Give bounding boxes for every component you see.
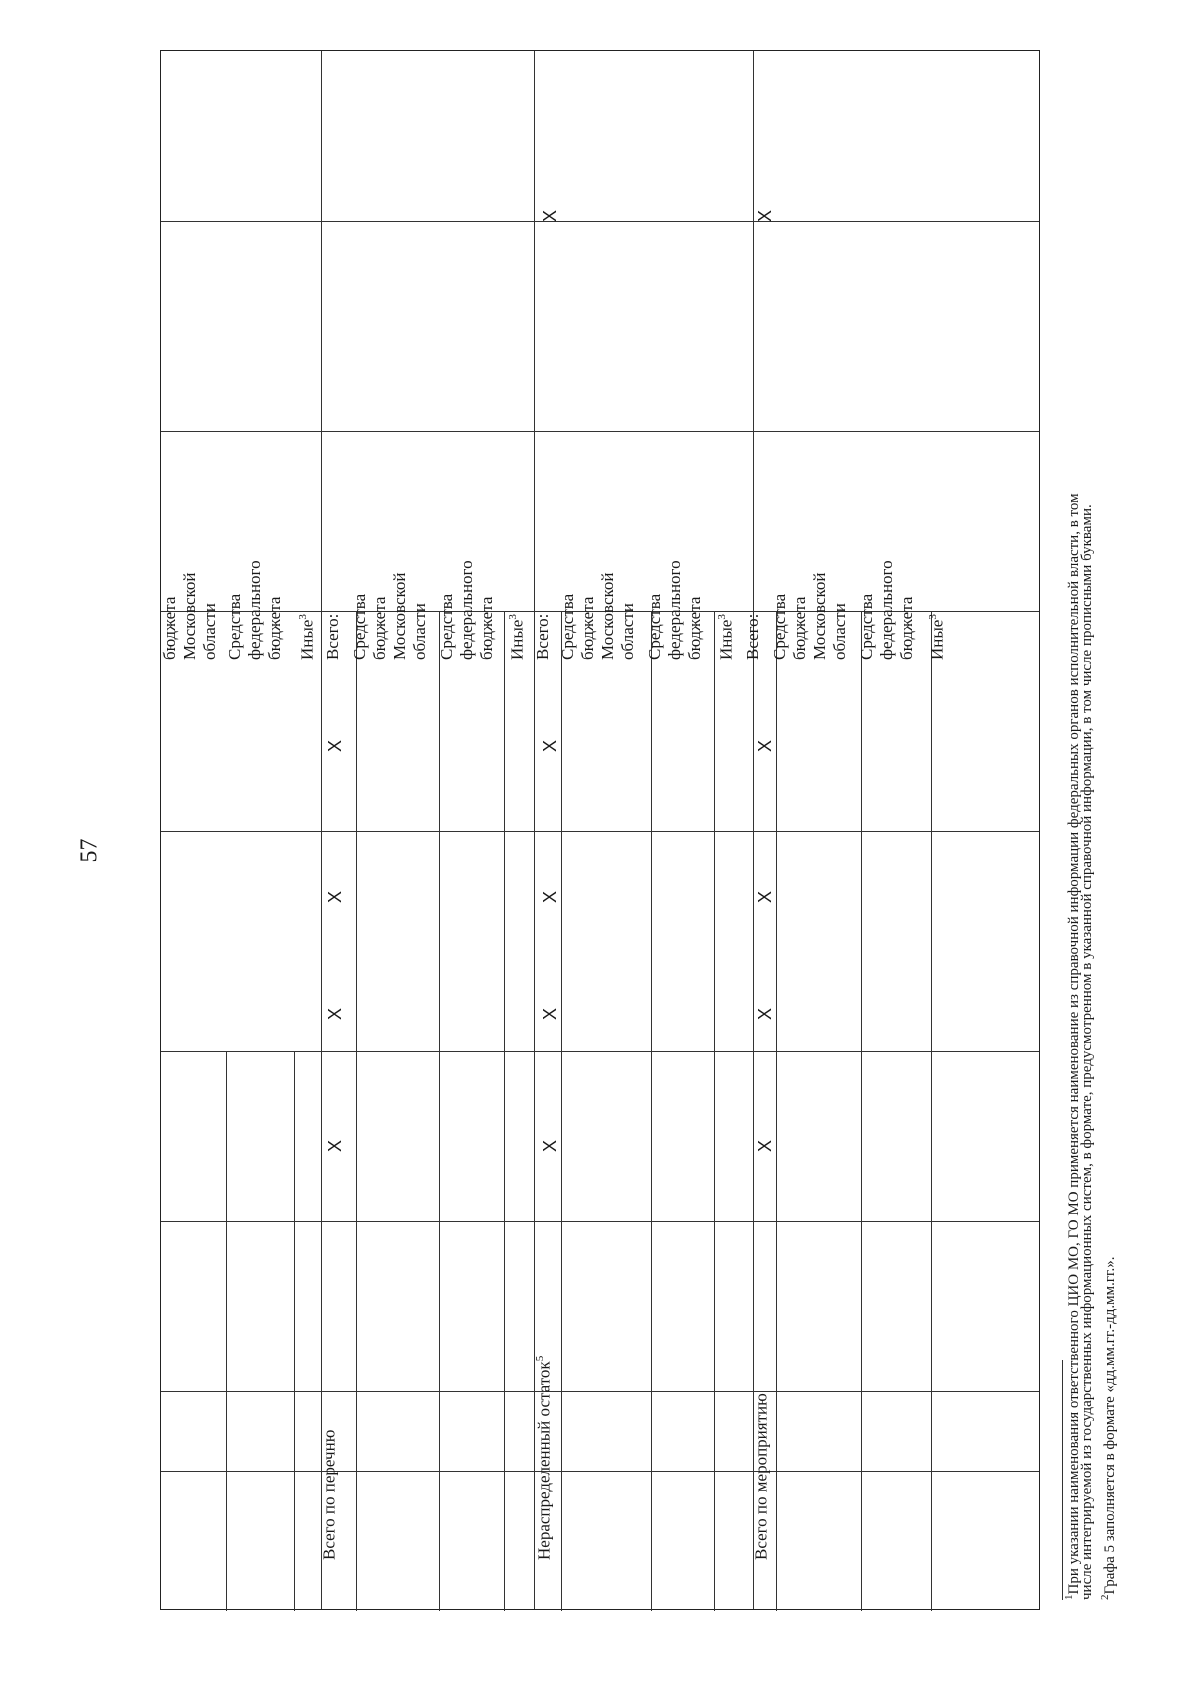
funding-source-label: федерального: [665, 560, 684, 660]
sub-row-divider: [504, 611, 505, 1611]
funding-source-label: Средства: [645, 593, 664, 660]
funding-source-label: Всего:: [533, 613, 552, 660]
funding-source-label: бюджета: [370, 596, 389, 660]
section-label-total-list: Всего по перечню: [319, 1429, 339, 1560]
mark-cell: Х: [540, 1007, 560, 1020]
funding-source-label: области: [200, 603, 219, 660]
funding-source-label: бюджета: [790, 596, 809, 660]
funding-source-label: Средства: [437, 593, 456, 660]
funding-source-label: Средства: [857, 593, 876, 660]
column-divider: [161, 1391, 1039, 1392]
funding-source-label: бюджета: [578, 596, 597, 660]
footnote-2: $^2$Графа 5 заполняется в формате «дд.мм.гг.-дд.мм.гг.».: [1099, 1256, 1118, 1600]
column-divider: [161, 1471, 1039, 1472]
mark-cell: Х: [755, 890, 775, 903]
mark-cell: Х: [755, 1139, 775, 1152]
column-divider: [161, 1051, 1039, 1052]
page-number: 57: [76, 838, 103, 862]
row-divider: [753, 51, 754, 1609]
mark-cell: Х: [325, 1007, 345, 1020]
sub-row-divider: [356, 611, 357, 1611]
sub-row-divider: [226, 1051, 227, 1611]
funding-source-label: бюджета: [897, 596, 916, 660]
funding-table: [160, 50, 1040, 1610]
mark-cell: Х: [540, 1139, 560, 1152]
sub-row-divider: [294, 1051, 295, 1611]
funding-source-label: Московской: [810, 572, 829, 660]
funding-source-label: области: [410, 603, 429, 660]
funding-source-label: федерального: [245, 560, 264, 660]
column-divider: [161, 1221, 1039, 1222]
funding-source-label: Иные$^3$: [507, 614, 527, 660]
footnote-1-line-2: числе интегрируемой из государственных информационных систем, в формате, предусмотренном в указанной справочной информации, в том числе прописными буквами.: [1079, 504, 1095, 1600]
funding-source-label: бюджета: [477, 596, 496, 660]
section-label-unallocated: Нераспределенный остаток$^5$: [534, 1355, 554, 1560]
funding-source-label: Иные$^3$: [297, 614, 317, 660]
funding-source-label: области: [618, 603, 637, 660]
mark-cell: Х: [325, 890, 345, 903]
column-divider: [161, 221, 1039, 222]
mark-cell: Х: [755, 739, 775, 752]
mark-cell: Х: [540, 209, 560, 222]
funding-source-label: Иные$^3$: [716, 614, 736, 660]
funding-source-label: Московской: [180, 572, 199, 660]
mark-cell: Х: [540, 739, 560, 752]
funding-source-label: бюджета: [265, 596, 284, 660]
sub-row-divider: [714, 611, 715, 1611]
funding-source-label: бюджета: [160, 596, 179, 660]
sub-row-divider: [439, 611, 440, 1611]
funding-source-label: федерального: [877, 560, 896, 660]
sub-row-divider: [651, 611, 652, 1611]
funding-source-label: Иные$^3$: [927, 614, 947, 660]
funding-source-label: бюджета: [685, 596, 704, 660]
sub-row-divider: [776, 611, 777, 1611]
row-divider: [321, 51, 322, 1609]
mark-cell: Х: [325, 1139, 345, 1152]
sub-row-divider: [931, 611, 932, 1611]
mark-cell: Х: [755, 209, 775, 222]
mark-cell: Х: [540, 890, 560, 903]
funding-source-label: федерального: [457, 560, 476, 660]
funding-source-label: Всего:: [743, 613, 762, 660]
funding-source-label: области: [830, 603, 849, 660]
column-divider: [161, 431, 1039, 432]
column-divider: [161, 831, 1039, 832]
sub-row-divider: [561, 611, 562, 1611]
funding-source-label: Московской: [598, 572, 617, 660]
section-label-total-event: Всего по мероприятию: [751, 1393, 771, 1560]
funding-source-label: Средства: [225, 593, 244, 660]
mark-cell: Х: [325, 739, 345, 752]
sub-row-divider: [861, 611, 862, 1611]
funding-source-label: Средства: [770, 593, 789, 660]
funding-source-label: Средства: [350, 593, 369, 660]
mark-cell: Х: [755, 1007, 775, 1020]
footnote-1-line-1: $^1$При указании наименования ответственного ЦИО МО, ГО МО применяется наименование из справочной информации федеральных органов исполнительной власти, в том: [1063, 493, 1082, 1600]
funding-source-label: Средства: [558, 593, 577, 660]
funding-source-label: Московской: [390, 572, 409, 660]
funding-source-label: Всего:: [323, 613, 342, 660]
